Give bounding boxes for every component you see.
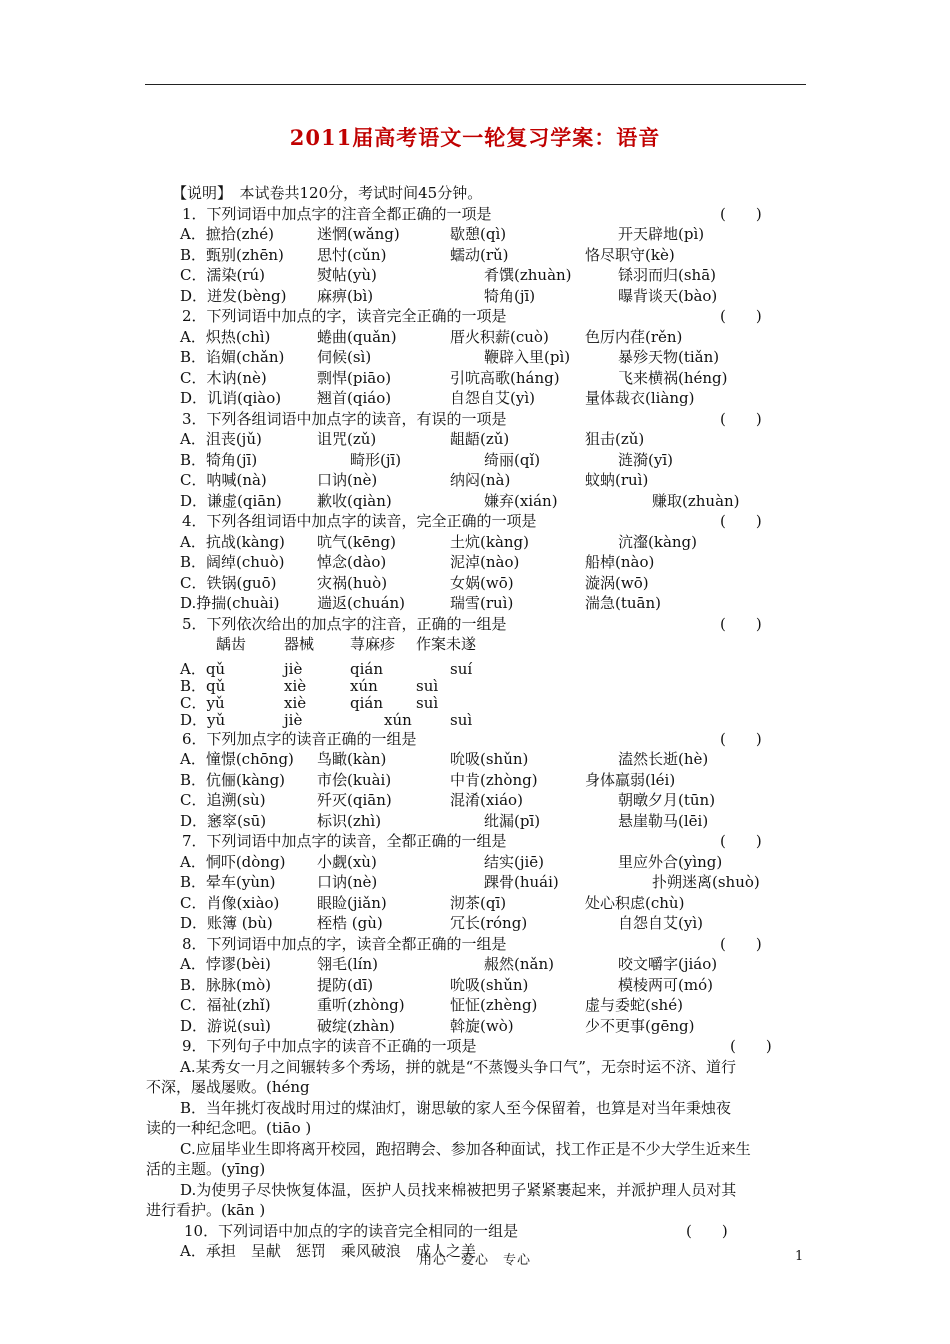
text-segment: 沏茶(qī)	[450, 893, 507, 912]
text-segment: 悼念(dào)	[317, 553, 387, 571]
text-segment: 纰漏(pī)	[484, 811, 541, 830]
text-segment: 作案未遂	[416, 635, 477, 653]
option-d	[180, 491, 805, 512]
text-segment: D．窸窣(sū)	[180, 811, 267, 830]
text-segment: 铩羽而归(shā)	[618, 266, 717, 284]
text-segment: 歉收(qiàn)	[317, 491, 392, 510]
option-d	[180, 913, 805, 934]
option-c	[180, 695, 805, 712]
text-segment: 吮吸(shǔn)	[450, 975, 529, 994]
text-segment: C．福祉(zhǐ)	[180, 996, 271, 1014]
text-segment: C．追溯(sù)	[180, 791, 266, 809]
text-segment: 迷惘(wǎng)	[317, 225, 400, 243]
text-segment: 8．下列词语中加点的字，读音全都正确的一组是	[182, 934, 507, 953]
text-segment: suì	[416, 676, 439, 695]
text-segment: 少不更事(gēng)	[585, 1016, 695, 1035]
option-c	[180, 470, 805, 491]
text-segment: 小觑(xù)	[317, 852, 377, 871]
text-segment: 桎梏 (gù)	[317, 914, 383, 932]
text-segment: 狙击(zǔ)	[585, 430, 645, 448]
text-segment: 沆瀣(kàng)	[618, 532, 697, 551]
text-segment: B．犄角(jī)	[180, 450, 258, 469]
question-8-stem	[180, 934, 805, 955]
text-segment: 10．下列词语中加点的字的读音完全相同的一组是	[184, 1221, 519, 1240]
question-10-stem	[180, 1221, 805, 1242]
option-d	[180, 811, 805, 832]
text-segment: 标识(zhì)	[317, 811, 382, 830]
text-segment: C．濡染(rú)	[180, 266, 266, 284]
text-segment: 绮丽(qǐ)	[484, 450, 541, 469]
text-segment: 虚与委蛇(shé)	[585, 996, 683, 1014]
text-segment: 吮吸(shǔn)	[450, 750, 529, 768]
header-rule	[145, 84, 806, 85]
text-segment: 提防(dī)	[317, 975, 374, 994]
text-segment: 口讷(nè)	[317, 873, 378, 891]
option-d	[180, 388, 805, 409]
text-segment: 厝火积薪(cuò)	[450, 327, 549, 346]
text-segment: 7．下列词语中加点字的读音，全都正确的一组是	[182, 832, 507, 850]
text-segment: C．肖像(xiào)	[180, 893, 280, 912]
text-segment: A．摭拾(zhé)	[180, 225, 274, 243]
answer-bracket: ( )	[686, 1221, 728, 1240]
text-segment: D．游说(suì)	[180, 1016, 271, 1035]
text-segment: 悬崖勒马(lēi)	[618, 811, 709, 830]
question-4-stem	[180, 511, 805, 532]
option-a	[180, 852, 805, 873]
option-d	[180, 593, 805, 614]
page-title: 2011届高考语文一轮复习学案：语音	[289, 125, 661, 150]
option-c	[180, 368, 805, 389]
option-c-line-2	[146, 1159, 805, 1180]
text-segment: 里应外合(yìng)	[618, 852, 723, 871]
text-segment: 伺候(sì)	[317, 348, 372, 366]
text-segment: 【说明】 本试卷共120分，考试时间45分钟。	[172, 184, 483, 202]
text-segment: 剽悍(piāo)	[317, 368, 392, 387]
option-a-line-1	[180, 1057, 805, 1078]
answer-bracket: ( )	[720, 307, 762, 325]
text-segment: jiè	[284, 710, 303, 729]
text-segment: 进行看护。(kān )	[146, 1201, 266, 1219]
text-segment: C．yǔ	[180, 693, 225, 712]
question-5-words	[180, 634, 805, 655]
text-segment: C.应届毕业生即将离开校园，跑招聘会、参加各种面试，找工作正是不少大学生近来生	[180, 1139, 751, 1158]
text-segment: 龃龉(zǔ)	[450, 430, 510, 448]
text-segment: 扑朔迷离(shuò)	[652, 873, 760, 891]
text-segment: 歼灭(qiān)	[317, 791, 392, 809]
question-3-stem	[180, 409, 805, 430]
text-segment: qián	[350, 659, 384, 678]
text-segment: xiè	[284, 693, 307, 712]
text-segment: suì	[450, 710, 473, 729]
text-segment: jiè	[284, 659, 303, 678]
option-b-line-2	[146, 1118, 805, 1139]
text-segment: C．铁锅(guō)	[180, 573, 277, 592]
text-segment: 读的一种纪念吧。(tiāo )	[146, 1119, 312, 1137]
text-segment: 泥淖(nào)	[450, 553, 520, 571]
text-segment: C．呐喊(nà)	[180, 471, 267, 489]
text-segment: B．当年挑灯夜战时用过的煤油灯，谢思敏的家人至今保留着，也算是对当年秉烛夜	[180, 1098, 732, 1117]
option-a	[180, 749, 805, 770]
question-7-stem	[180, 831, 805, 852]
option-d-line-2	[146, 1200, 805, 1221]
text-segment: 歇憩(qì)	[450, 225, 507, 243]
text-segment: 模棱两可(mó)	[618, 975, 713, 994]
text-segment: 混淆(xiáo)	[450, 791, 523, 809]
intro-line	[172, 183, 805, 204]
text-segment: xún	[350, 676, 378, 695]
answer-bracket: ( )	[720, 729, 762, 748]
footer-motto: 用心 爱心 专心	[418, 1253, 531, 1268]
text-segment: 9．下列句子中加点字的读音不正确的一项是	[182, 1037, 477, 1055]
text-segment: C．木讷(nè)	[180, 368, 267, 387]
text-segment: 中肯(zhòng)	[450, 770, 538, 789]
question-9-stem	[180, 1036, 805, 1057]
option-b	[180, 770, 805, 791]
question-6-stem	[180, 729, 805, 750]
answer-bracket: ( )	[720, 934, 762, 953]
option-a	[180, 327, 805, 348]
text-segment: 结实(jiē)	[484, 852, 545, 871]
text-segment: 荨麻疹	[350, 635, 396, 653]
text-segment: 赚取(zhuàn)	[652, 491, 740, 510]
text-segment: A．憧憬(chōng)	[180, 750, 294, 768]
text-segment: 犄角(jī)	[484, 286, 536, 305]
text-segment: 冗长(róng)	[450, 914, 528, 932]
option-a-line-2	[146, 1077, 805, 1098]
answer-bracket: ( )	[720, 614, 762, 633]
text-segment: 龋齿	[216, 635, 247, 653]
text-segment: 斡旋(wò)	[450, 1016, 514, 1035]
text-segment: 溘然长逝(hè)	[618, 750, 709, 768]
option-d-line-1	[180, 1180, 805, 1201]
text-segment: 飞来横祸(héng)	[618, 368, 728, 387]
text-segment: D．讥诮(qiào)	[180, 389, 282, 407]
text-segment: 嫌弃(xián)	[484, 491, 558, 510]
text-segment: 女娲(wō)	[450, 573, 514, 592]
option-a	[180, 224, 805, 245]
document-body	[146, 183, 805, 1262]
text-segment: 蚊蚋(ruì)	[585, 471, 649, 489]
text-segment: 思忖(cǔn)	[317, 245, 387, 264]
option-b-line-1	[180, 1098, 805, 1119]
option-c-line-1	[180, 1139, 805, 1160]
text-segment: 开天辟地(pì)	[618, 225, 705, 243]
option-c	[180, 573, 805, 594]
text-segment: B．谄媚(chǎn)	[180, 348, 285, 366]
text-segment: B．晕车(yùn)	[180, 873, 276, 891]
text-segment: 恪尽职守(kè)	[585, 245, 675, 264]
text-segment: D．谦虚(qiān)	[180, 491, 282, 510]
option-d	[180, 1016, 805, 1037]
text-segment: A．恫吓(dòng)	[180, 852, 286, 871]
answer-bracket: ( )	[720, 512, 762, 530]
text-segment: A．qǔ	[180, 659, 226, 678]
text-segment: 朝暾夕月(tūn)	[618, 791, 716, 809]
text-segment: 鸟瞰(kàn)	[317, 750, 387, 768]
text-segment: 器械	[284, 635, 315, 653]
option-a	[180, 532, 805, 553]
text-segment: 吭气(kēng)	[317, 532, 396, 551]
text-segment: 遄返(chuán)	[317, 594, 406, 612]
text-segment: 蠕动(rǔ)	[450, 245, 509, 264]
answer-bracket: ( )	[720, 832, 762, 850]
text-segment: 眼睑(jiǎn)	[317, 893, 387, 912]
text-segment: A.某秀女一月之间辗转多个秀场，拼的就是“不蒸馒头争口气”，无奈时运不济、道行	[180, 1057, 736, 1076]
text-segment: D．yǔ	[180, 710, 226, 729]
text-segment: A．沮丧(jǔ)	[180, 430, 262, 448]
option-a	[180, 429, 805, 450]
option-c	[180, 995, 805, 1016]
answer-bracket: ( )	[720, 204, 762, 223]
text-segment: 重听(zhòng)	[317, 996, 405, 1014]
text-segment: B．伉俪(kàng)	[180, 770, 286, 789]
text-segment: 灾祸(huò)	[317, 573, 388, 592]
text-segment: suì	[416, 693, 439, 712]
question-2-stem	[180, 306, 805, 327]
option-a	[180, 954, 805, 975]
text-segment: 4．下列各组词语中加点字的读音，完全正确的一项是	[182, 512, 537, 530]
text-segment: qián	[350, 693, 384, 712]
option-b	[180, 245, 805, 266]
text-segment: B．qǔ	[180, 676, 226, 695]
text-segment: 鞭辟入里(pì)	[484, 348, 571, 366]
text-segment: 引吭高歌(háng)	[450, 368, 560, 387]
text-segment: A．抗战(kàng)	[180, 532, 285, 551]
text-segment: 3．下列各组词语中加点字的读音，有误的一项是	[182, 409, 507, 428]
text-segment: A．悖谬(bèi)	[180, 955, 271, 973]
text-segment: 暴殄天物(tiǎn)	[618, 348, 720, 366]
text-segment: 踝骨(huái)	[484, 873, 559, 891]
text-segment: 漩涡(wō)	[585, 573, 649, 592]
option-d	[180, 286, 805, 307]
option-b	[180, 552, 805, 573]
text-segment: D.挣揣(chuài)	[180, 594, 280, 612]
text-segment: 曝背谈天(bào)	[618, 286, 718, 305]
option-b	[180, 347, 805, 368]
text-segment: 涟漪(yī)	[618, 450, 673, 469]
text-segment: 5．下列依次给出的加点字的注音，正确的一组是	[182, 614, 507, 633]
text-segment: 瑞雪(ruì)	[450, 594, 514, 612]
text-segment: 6．下列加点字的读音正确的一组是	[182, 729, 417, 748]
text-segment: 熨帖(yù)	[317, 266, 377, 284]
text-segment: B．阔绰(chuò)	[180, 553, 285, 571]
text-segment: 1．下列词语中加点字的注音全都正确的一项是	[182, 204, 492, 223]
text-segment: D．账簿 (bù)	[180, 914, 273, 932]
text-segment: 处心积虑(chù)	[585, 893, 685, 912]
text-segment: 麻痹(bì)	[317, 286, 374, 305]
text-segment: 身体羸弱(léi)	[585, 770, 676, 789]
text-segment: 土炕(kàng)	[450, 532, 529, 551]
text-segment: 市侩(kuài)	[317, 770, 392, 789]
text-segment: 赧然(nǎn)	[484, 955, 554, 973]
text-segment: 蜷曲(quǎn)	[317, 327, 397, 346]
option-b	[180, 450, 805, 471]
text-segment: D.为使男子尽快恢复体温，医护人员找来棉被把男子紧紧裹起来，并派护理人员对其	[180, 1180, 737, 1199]
text-segment: A．炽热(chì)	[180, 327, 271, 346]
text-segment: 畸形(jī)	[350, 450, 402, 469]
text-segment: 自怨自艾(yì)	[618, 914, 703, 932]
text-segment: 怔怔(zhèng)	[450, 996, 538, 1014]
option-c	[180, 893, 805, 914]
question-1-stem	[180, 204, 805, 225]
text-segment: A．承担 呈献 惩罚 乘风破浪 成人之美	[180, 1242, 476, 1260]
text-segment: xún	[384, 710, 412, 729]
text-segment: xiè	[284, 676, 307, 695]
option-d	[180, 712, 805, 729]
text-segment: 不深，屡战屡败。(héng	[146, 1078, 310, 1096]
text-segment: 咬文嚼字(jiáo)	[618, 955, 718, 973]
text-segment: suí	[450, 659, 473, 678]
text-segment: 色厉内荏(rěn)	[585, 327, 683, 346]
page-number: 1	[795, 1249, 804, 1264]
text-segment: 口讷(nè)	[317, 471, 378, 489]
text-segment: 纳闷(nà)	[450, 471, 511, 489]
answer-bracket: ( )	[720, 409, 762, 428]
option-c	[180, 790, 805, 811]
text-segment: 活的主题。(yīng)	[146, 1160, 266, 1178]
question-5-stem	[180, 614, 805, 635]
text-segment: 翘首(qiáo)	[317, 389, 392, 407]
text-segment: D．迸发(bèng)	[180, 286, 287, 305]
option-b	[180, 975, 805, 996]
option-a	[180, 661, 805, 678]
text-segment: B．脉脉(mò)	[180, 975, 271, 994]
text-segment: 量体裁衣(liàng)	[585, 389, 695, 407]
text-segment: 船棹(nào)	[585, 553, 655, 571]
option-c	[180, 265, 805, 286]
text-segment: 肴馔(zhuàn)	[484, 266, 572, 284]
text-segment: 翎毛(lín)	[317, 955, 378, 973]
option-b	[180, 678, 805, 695]
option-b	[180, 872, 805, 893]
text-segment: 2．下列词语中加点的字，读音完全正确的一项是	[182, 307, 507, 325]
text-segment: 破绽(zhàn)	[317, 1016, 395, 1035]
text-segment: 自怨自艾(yì)	[450, 389, 535, 407]
text-segment: B．甄别(zhēn)	[180, 245, 284, 264]
answer-bracket: ( )	[730, 1037, 772, 1055]
text-segment: 湍急(tuān)	[585, 594, 661, 612]
text-segment: 诅咒(zǔ)	[317, 430, 377, 448]
